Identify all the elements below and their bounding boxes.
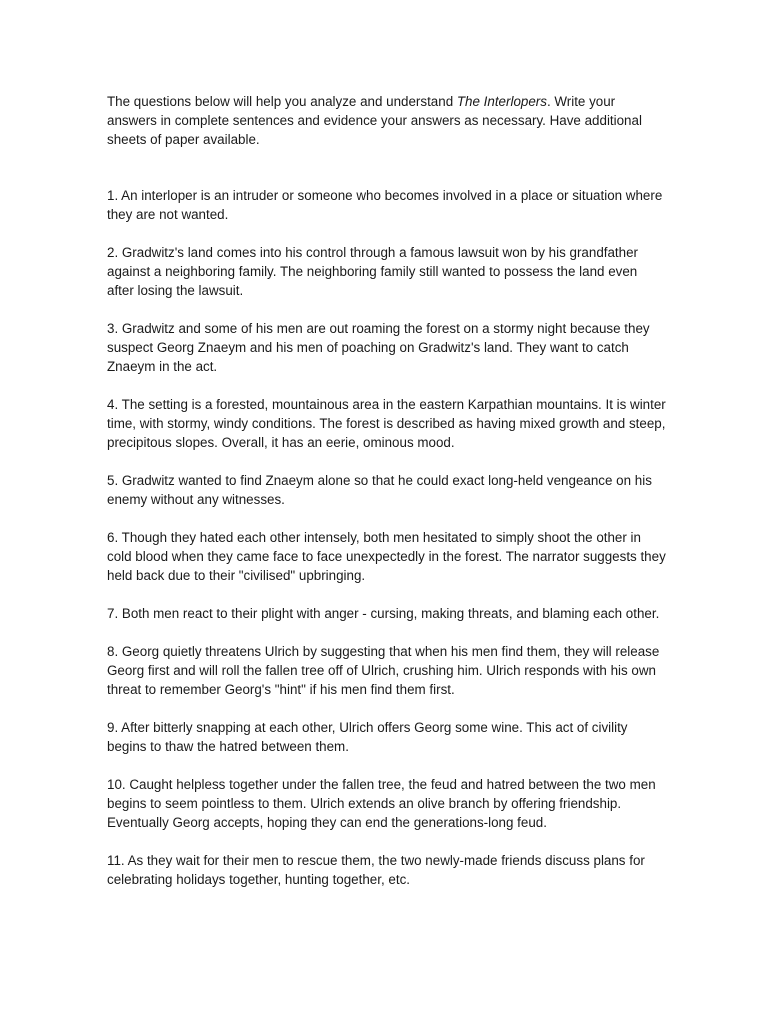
- answer-11: 11. As they wait for their men to rescue them, the two newly-made friends discuss plans for celebrating holidays together, hunting together, etc.: [107, 853, 645, 887]
- answer-4: 4. The setting is a forested, mountainous area in the eastern Karpathian mountains. It is winter time, with stormy, windy conditions. The forest is described as having mixed growth and steep, precipitous slopes. Overall, it has an eerie, ominous mood.: [107, 397, 666, 450]
- answer-9: 9. After bitterly snapping at each other, Ulrich offers Georg some wine. This act of civility begins to thaw the hatred between them.: [107, 720, 628, 754]
- answer-6: 6. Though they hated each other intensely, both men hesitated to simply shoot the other in cold blood when they came face to face unexpectedly in the forest. The narrator suggests they held back due to their "civilised" upbringing.: [107, 530, 666, 583]
- intro-text-after: . Write your answers in complete sentences and evidence your answers as necessary. Have additional sheets of paper available.: [107, 94, 642, 147]
- answer-7: 7. Both men react to their plight with anger - cursing, making threats, and blaming each other.: [107, 606, 660, 621]
- answer-1: 1. An interloper is an intruder or someone who becomes involved in a place or situation where they are not wanted.: [107, 188, 663, 222]
- answer-5: 5. Gradwitz wanted to find Znaeym alone so that he could exact long-held vengeance on his enemy without any witnesses.: [107, 473, 652, 507]
- answer-2: 2. Gradwitz's land comes into his control through a famous lawsuit won by his grandfather against a neighboring family. The neighboring family still wanted to possess the land even after losing the lawsuit.: [107, 245, 639, 298]
- story-title: The Interlopers: [456, 94, 547, 109]
- intro-paragraph: [107, 92, 667, 149]
- intro-text-before: The questions below will help you analyze and understand: [107, 94, 457, 109]
- answer-8: 8. Georg quietly threatens Ulrich by suggesting that when his men find them, they will release Georg first and will roll the fallen tree off of Ulrich, crushing him. Ulrich responds with his own threat to remember Georg's "hint" if his men find them first.: [107, 644, 660, 697]
- document-page: [107, 92, 667, 908]
- answer-10: 10. Caught helpless together under the fallen tree, the feud and hatred between the two men begins to seem pointless to them. Ulrich extends an olive branch by offering friendship. Eventually Georg accepts, hoping they can end the generations-long feud.: [107, 777, 656, 830]
- answer-3: 3. Gradwitz and some of his men are out roaming the forest on a stormy night because they suspect Georg Znaeym and his men of poaching on Gradwitz's land. They want to catch Znaeym in the act.: [107, 321, 650, 374]
